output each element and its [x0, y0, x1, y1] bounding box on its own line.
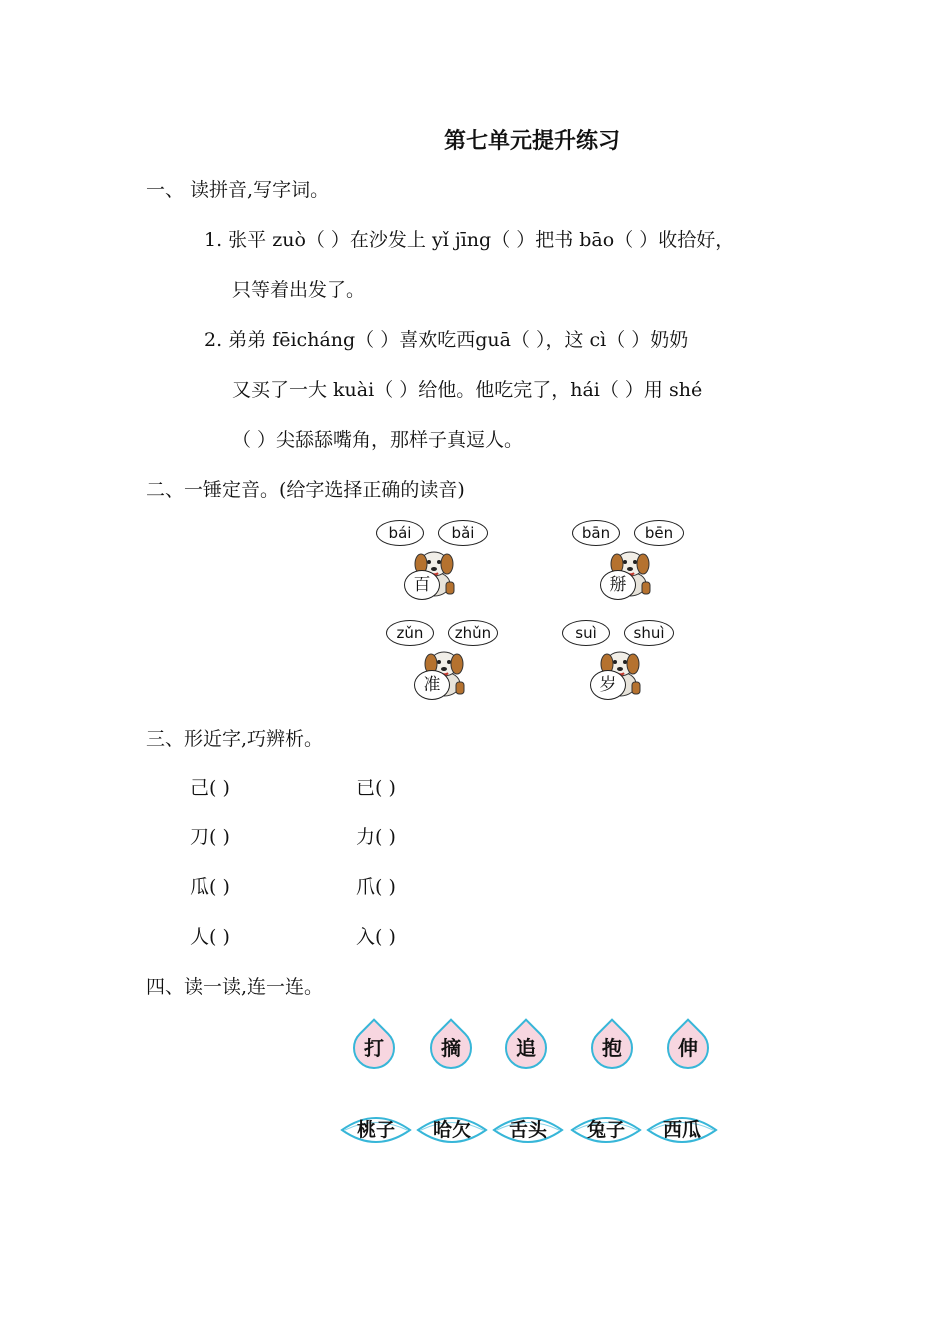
noun-label: 兔子: [586, 1119, 625, 1141]
verb-label: 打: [364, 1036, 384, 1060]
verb-drop[interactable]: [658, 1018, 717, 1077]
similar-char-a-1: 己( ): [190, 777, 230, 799]
target-character: 掰: [600, 570, 636, 600]
similar-char-b-1: 已( ): [356, 777, 396, 799]
verb-label: 伸: [678, 1036, 698, 1060]
pinyin-option-1[interactable]: bái: [376, 520, 424, 546]
question-2-line-3: （ ）尖舔舔嘴角，那样子真逗人。: [232, 429, 524, 451]
noun-label: 桃子: [356, 1119, 395, 1141]
noun-leaf[interactable]: [570, 1112, 642, 1148]
similar-char-b-3: 爪( ): [356, 876, 396, 898]
section-2-heading: 二、一锤定音。(给字选择正确的读音): [146, 479, 465, 501]
verb-drop[interactable]: [582, 1018, 641, 1077]
noun-label: 西瓜: [662, 1119, 701, 1141]
question-1-line-2: 只等着出发了。: [232, 279, 366, 301]
section-3-heading: 三、形近字,巧辨析。: [146, 728, 324, 750]
verb-label: 抱: [602, 1036, 622, 1060]
section-4-heading: 四、读一读,连一连。: [146, 976, 324, 998]
target-character: 岁: [590, 670, 626, 700]
pinyin-option-2[interactable]: bǎi: [438, 520, 488, 546]
similar-char-a-2: 刀( ): [190, 826, 230, 848]
verb-label: 摘: [441, 1036, 461, 1060]
similar-char-a-4: 人( ): [190, 926, 230, 948]
dog-pinyin-group: [386, 616, 506, 706]
target-character: 百: [404, 570, 440, 600]
dog-pinyin-group: [562, 616, 682, 706]
page-title: 第七单元提升练习: [443, 129, 620, 154]
question-2-line-1: 2. 弟弟 fēicháng（ ）喜欢吃西guā（ ），这 cì（ ）奶奶: [204, 329, 689, 351]
verb-drop[interactable]: [421, 1018, 480, 1077]
section-1-heading: 一、 读拼音,写字词。: [146, 179, 330, 201]
question-2-line-2: 又买了一大 kuài（ ）给他。他吃完了，hái（ ）用 shé: [232, 379, 703, 401]
pinyin-option-2[interactable]: zhǔn: [448, 620, 498, 646]
noun-label: 舌头: [508, 1119, 547, 1141]
noun-leaf[interactable]: [340, 1112, 412, 1148]
noun-leaf[interactable]: [416, 1112, 488, 1148]
pinyin-option-2[interactable]: shuì: [624, 620, 674, 646]
pinyin-option-1[interactable]: suì: [562, 620, 610, 646]
similar-char-a-3: 瓜( ): [190, 876, 230, 898]
verb-drop[interactable]: [344, 1018, 403, 1077]
similar-char-b-4: 入( ): [356, 926, 396, 948]
noun-leaf[interactable]: [646, 1112, 718, 1148]
verb-drop[interactable]: [496, 1018, 555, 1077]
pinyin-option-1[interactable]: bān: [572, 520, 620, 546]
verb-label: 追: [516, 1036, 536, 1060]
noun-leaf[interactable]: [492, 1112, 564, 1148]
question-1-line-1: 1. 张平 zuò（ ）在沙发上 yǐ jīng（ ）把书 bāo（ ）收拾好，: [204, 229, 735, 251]
pinyin-option-2[interactable]: bēn: [634, 520, 684, 546]
dog-pinyin-group: [376, 516, 496, 606]
dog-pinyin-group: [572, 516, 692, 606]
similar-char-b-2: 力( ): [356, 826, 396, 848]
noun-label: 哈欠: [432, 1119, 471, 1141]
target-character: 准: [414, 670, 450, 700]
pinyin-option-1[interactable]: zǔn: [386, 620, 434, 646]
